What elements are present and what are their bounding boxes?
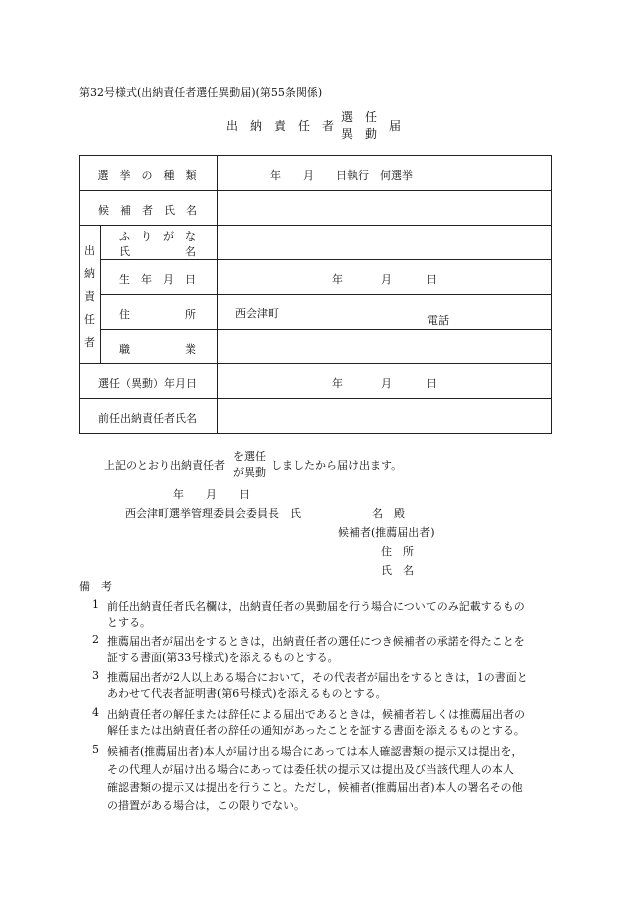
note-line: 確認書類の提示又は提出を行うこと。ただし，候補者(推薦届出者)本人の署名その他 bbox=[107, 781, 523, 794]
form-number: 第32号様式(出納責任者選任異動届)(第55条関係) bbox=[79, 86, 323, 99]
election-type-label: 選 挙 の 種 類 bbox=[97, 168, 197, 182]
previous-name-cell[interactable] bbox=[218, 399, 552, 434]
appointed-year: 年 bbox=[332, 377, 343, 390]
row-birthdate bbox=[80, 260, 552, 295]
row-furigana bbox=[80, 226, 552, 260]
note-line: 推薦届出者が2人以上ある場合において，その代表者が届出をするときは，1の書面と bbox=[107, 671, 528, 684]
address-phone: 電話 bbox=[427, 314, 449, 327]
birthdate-label: 生 年 月 日 bbox=[119, 273, 196, 286]
note-number: 3 bbox=[92, 669, 99, 682]
row-occupation bbox=[80, 330, 552, 364]
signature-addressee-suffix: 名 殿 bbox=[372, 507, 405, 520]
note-line: その代理人が届け出る場合にあっては委任状の提示又は提出及び当該代理人の本人 bbox=[107, 763, 514, 776]
previous-label: 前任出納責任者氏名 bbox=[98, 412, 197, 425]
row-candidate bbox=[80, 191, 552, 226]
note-line: 推薦届出者が届出をするときは，出納責任者の選任につき候補者の承諾を得たことを bbox=[107, 635, 525, 648]
signature-addressee: 西会津町選挙管理委員会委員長 氏 bbox=[125, 507, 301, 520]
appointed-month: 月 bbox=[381, 377, 392, 390]
treasurer-char-1: 出 bbox=[84, 244, 95, 257]
title-top: 選 任 bbox=[341, 110, 378, 124]
election-type-value: 年 月 日執行 何選挙 bbox=[270, 169, 413, 182]
signature-address: 住 所 bbox=[381, 545, 414, 558]
birthdate-cell[interactable] bbox=[218, 260, 552, 295]
statement-suffix: しましたから届け出ます。 bbox=[271, 459, 403, 472]
row-previous bbox=[80, 399, 552, 434]
title-bottom: 異 動 bbox=[341, 127, 378, 141]
signature-name: 氏 名 bbox=[381, 564, 414, 577]
note-line: 候補者(推薦届出者)本人が届け出る場合にあっては本人確認書類の提示又は提出を， bbox=[107, 745, 523, 758]
statement-prefix: 上記のとおり出納責任者 bbox=[104, 459, 225, 472]
row-address bbox=[80, 295, 552, 330]
treasurer-char-5: 者 bbox=[84, 336, 95, 349]
statement-option-bottom: が異動 bbox=[233, 466, 266, 479]
address-label: 住 所 bbox=[119, 308, 196, 321]
appointed-label: 選任（異動）年月日 bbox=[98, 377, 197, 390]
treasurer-char-4: 任 bbox=[84, 313, 95, 326]
treasurer-char-2: 納 bbox=[84, 267, 95, 280]
statement-option-top: を選任 bbox=[233, 450, 266, 463]
notes-heading: 備 考 bbox=[79, 580, 112, 593]
title-right: 届 bbox=[389, 119, 402, 133]
note-line: 前任出納責任者氏名欄は，出納責任者の異動届を行う場合についてのみ記載するもの bbox=[107, 600, 525, 613]
note-number: 1 bbox=[92, 598, 99, 611]
furigana-label: ふ り が な bbox=[119, 230, 196, 243]
treasurer-char-3: 責 bbox=[84, 290, 95, 303]
appointed-day: 日 bbox=[426, 377, 437, 390]
note-line: 出納責任者の解任または辞任による届出であるときは，候補者若しくは推薦届出者の bbox=[107, 708, 525, 721]
note-line: とする。 bbox=[107, 616, 151, 629]
signature-date: 年 月 日 bbox=[173, 488, 250, 501]
birthdate-month: 月 bbox=[381, 273, 392, 286]
appointed-cell[interactable] bbox=[218, 364, 552, 399]
note-number: 4 bbox=[92, 706, 99, 719]
occupation-label: 職 業 bbox=[119, 343, 196, 356]
address-cell[interactable] bbox=[218, 295, 552, 330]
note-line: 証する書面(第33号様式)を添えるものとする。 bbox=[107, 651, 339, 664]
treasurer-name-cell[interactable] bbox=[218, 226, 552, 260]
election-type-cell[interactable] bbox=[218, 156, 552, 191]
note-line: 解任または出納責任者の辞任の通知があったことを証する書面を添えるものとする。 bbox=[107, 724, 525, 737]
birthdate-day: 日 bbox=[426, 273, 437, 286]
title-left: 出 納 責 任 者 bbox=[226, 119, 335, 133]
address-town: 西会津町 bbox=[235, 307, 279, 320]
row-appointed bbox=[80, 364, 552, 399]
name-label: 氏 名 bbox=[119, 245, 196, 258]
note-number: 5 bbox=[92, 743, 99, 756]
treasurer-group-label bbox=[80, 226, 101, 364]
note-number: 2 bbox=[92, 633, 99, 646]
candidate-label: 候 補 者 氏 名 bbox=[98, 204, 197, 217]
occupation-cell[interactable] bbox=[218, 330, 552, 364]
signature-submitter: 候補者(推薦届出者) bbox=[338, 526, 435, 539]
form-table bbox=[79, 155, 552, 434]
birthdate-year: 年 bbox=[332, 273, 343, 286]
note-line: の措置がある場合は，この限りでない。 bbox=[107, 799, 305, 812]
row-election-type bbox=[80, 156, 552, 191]
note-line: あわせて代表者証明書(第6号様式)を添えるものとする。 bbox=[107, 687, 387, 700]
candidate-name-cell[interactable] bbox=[218, 191, 552, 226]
